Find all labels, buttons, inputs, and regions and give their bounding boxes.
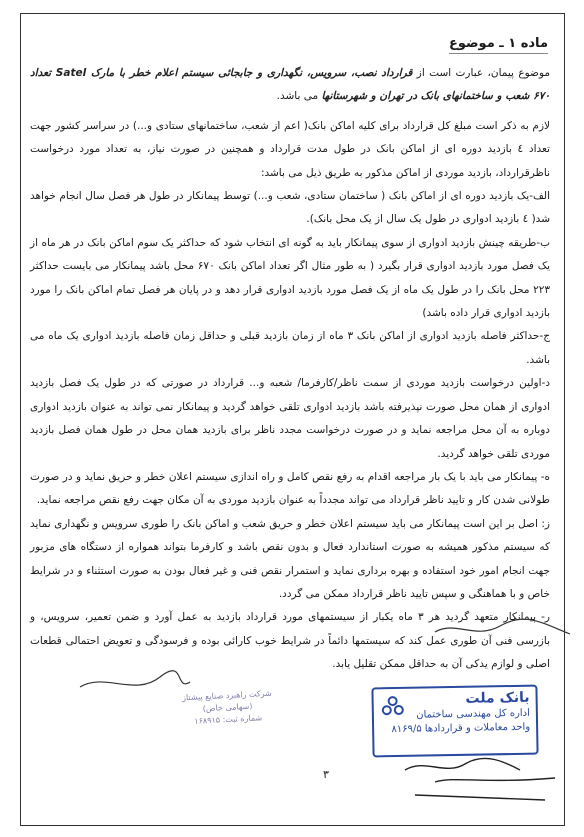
signature-middle (430, 612, 580, 652)
intro-handwritten-subject: قرارداد نصب، سرویس، نگهداری و جابجائی سیستم اعلام خطر با مارک Satel تعداد ۶۷۰ شعب و ساختمانهای بانک در تهران و شهرستانها (30, 67, 550, 103)
intro-prefix: موضوع پیمان، عبارت است از (412, 67, 551, 79)
clause-be: ب-طریقه چینش بازدید ادواری از سوی پیمانکار باید به گونه ای انتخاب شود که حداکثر یک سوم اماکن بانک در هر ماه از یک فصل مورد بازدید ادواری قرار بگیرد ( به طور مثال اگر تعداد اماکن بانک ۶۷۰ محل باشد پیمانکار می بایست حداکثر ۲۲۳ محل بانک را در طول یک ماه از یک فصل مورد بازدید ادواری قرار دهد و در پایان هر فصل تمام اماکن بانک را مورد بازدید ادواری قرار داده باشد) (30, 236, 551, 320)
clause-ze: ز: اصل بر این است پیمانکار می باید سیستم اعلان خطر و حریق شعب و اماکن بانک را طوری سرویس و نگهداری نماید که سیستم مذکور همیشه به صورت استاندارد فعال و بدون نقص باشد و کارفرما بتواند همواره از دستگاه های مزبور جهت انجام امور خود استفاده و بهره برداری نماید و استمرار نقص فنی و غیر فعال بودن به صورت استثناء و در شرایط خاص و با هماهنگی و سپس تایید ناظر قرارداد ممکن می گردد. (30, 517, 550, 600)
document-body (30, 62, 550, 677)
clause-dal: د-اولین درخواست بازدید موردی از سمت ناظر/کارفرما/ شعبه و... قرارداد در صورتی که در طول یک فصل بازدید ادواری از همان محل صورت نپذیرفته باشد بازدید ادواری تلقی خواهد گردید و پیمانکار نمی تواند به عنوان بازدید ادواری دوباره به آن محل مراجعه نماید و در صورت درخواست مجدد ناظر برای بازدید همان محل در طول همان فصل بازدید موردی تلقی خواهد گردید. (30, 377, 550, 460)
bank-unit: واحد معاملات و قراردادها ۸۱۶۹/۵ (391, 721, 531, 736)
clause-re: ر- پیمانکار متعهد گردید هر ۳ ماه یکبار از سیستمهای مورد قرارداد بازدید به عمل آورد و ضمن تعمیر، سرویس، و بازرسی فنی آن طوری عمل کند که سیستمها دائماً در شرایط خوب کارائی بوده و فرسودگی و تعویض احتمالی قطعات اصلی و لوازم یدکی آن به حداقل ممکن تقلیل یابد. (30, 611, 551, 671)
bank-mellat-logo-icon (380, 693, 406, 719)
company-registration: شماره ثبت: ۱۶۸۹۱۵ (194, 713, 263, 726)
clause-jim: ج-حداکثر فاصله بازدید ادواری از اماکن بانک ۳ ماه از زمان بازدید قبلی و حداقل زمان فاصله بازدید ادواری یک ماه می باشد. (30, 330, 550, 366)
intro-suffix: می باشد. (276, 90, 322, 103)
signature-right (395, 740, 565, 810)
company-type: (سهامی خاص) (202, 701, 253, 714)
bank-department: اداره کل مهندسی ساختمان (416, 707, 530, 721)
company-name: شرکت راهبرد صنایع پیشتاز (181, 688, 272, 703)
page-number: ۳ (323, 768, 329, 781)
bank-name: بانک ملت (465, 689, 530, 707)
article-title: ماده ۱ ـ موضوع (449, 36, 548, 54)
clause-alef: الف-یک بازدید دوره ای از اماکن بانک ( ساختمان ستادی، شعب و...) توسط پیمانکار در طول هر فصل سال انجام خواهد شد( ٤ بازدید ادواری در طول یک سال از یک محل بانک). (30, 190, 550, 226)
paragraph-scope: لازم به ذکر است مبلغ کل قرارداد برای کلیه اماکن بانک( اعم از شعب، ساختمانهای ستادی و...) در سراسر کشور جهت تعداد ٤ بازدید دوره ای از اماکن بانک در طول مدت قرارداد و همچنین در صورت نیاز، به تعداد مورد درخواست ناظرقرارداد، بازدید موردی از اماکن مذکور به طریق ذیل می باشد: (30, 119, 550, 179)
clause-he: ه- پیمانکار می باید با یک بار مراجعه اقدام به رفع نقص کامل و راه اندازی سیستم اعلان خطر و حریق نماید و در صورت طولانی شدن کار و تایید ناظر قرارداد می تواند مجدداً به عنوان بازدید موردی به آن مکان جهت رفع نقص مراجعه نماید. (30, 470, 550, 507)
signature-left (75, 662, 195, 707)
intro-paragraph (30, 62, 550, 109)
